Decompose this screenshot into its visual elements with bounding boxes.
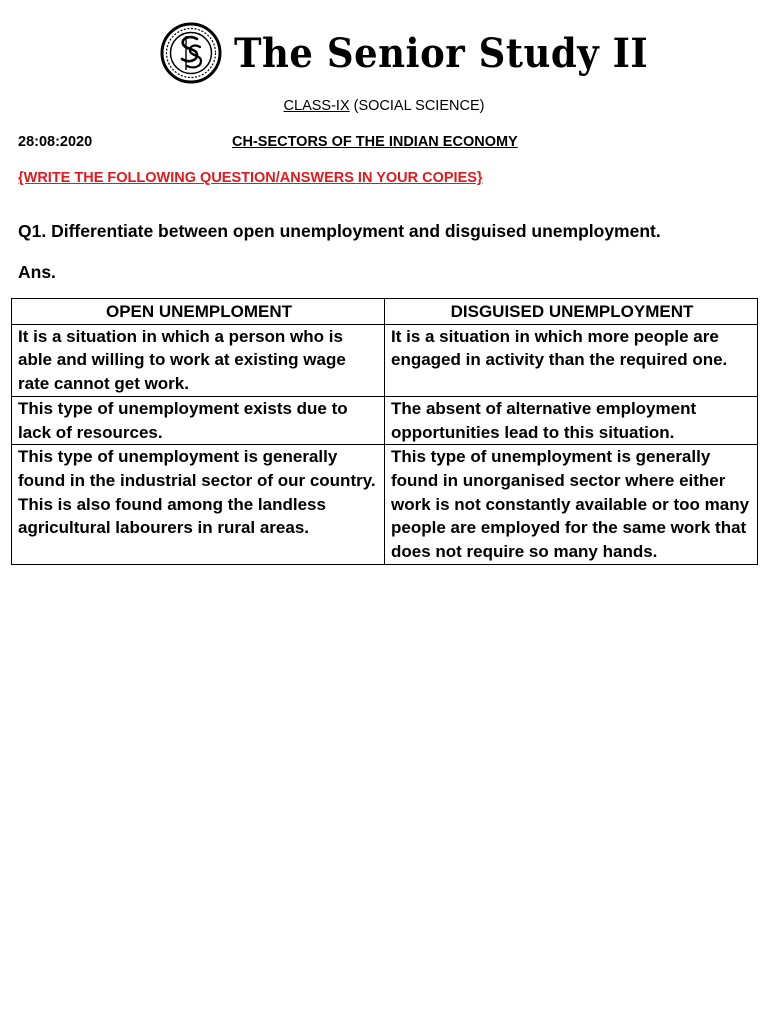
table-row [12,324,758,396]
letterhead [160,22,648,84]
class-label: CLASS-IX [283,98,350,114]
class-subject-line [0,98,768,114]
column-header: OPEN UNEMPLOMENT [12,299,385,325]
table-cell: It is a situation in which a person who is able and willing to work at existing wage rate cannot get work. [12,324,385,396]
chapter-title: CH-SECTORS OF THE INDIAN ECONOMY [232,134,518,150]
table-cell: This type of unemployment is generally found in the industrial sector of our country. This is also found among the landless agricultural labourers in rural areas. [12,445,385,565]
column-header: DISGUISED UNEMPLOYMENT [385,299,758,325]
brand-title: The Senior Study II [234,29,649,77]
table-cell: This type of unemployment exists due to lack of resources. [12,396,385,444]
school-seal-logo [160,22,222,84]
table-header-row [12,299,758,325]
date: 28:08:2020 [18,134,93,150]
table-cell: The absent of alternative employment opportunities lead to this situation. [385,396,758,444]
answer-label: Ans. [18,262,56,282]
table-cell: This type of unemployment is generally found in unorganised sector where either work is not constantly available or too many people are employed for the same work that does not require so many hands. [385,445,758,565]
subject-label: (SOCIAL SCIENCE) [349,98,485,114]
table-row [12,445,758,565]
table-row [12,396,758,444]
instruction-note: {WRITE THE FOLLOWING QUESTION/ANSWERS IN YOUR COPIES} [18,170,483,186]
table-cell: It is a situation in which more people are engaged in activity than the required one. [385,324,758,396]
question: Q1. Differentiate between open unemployment and disguised unemployment. [18,221,661,241]
comparison-table [11,298,758,565]
